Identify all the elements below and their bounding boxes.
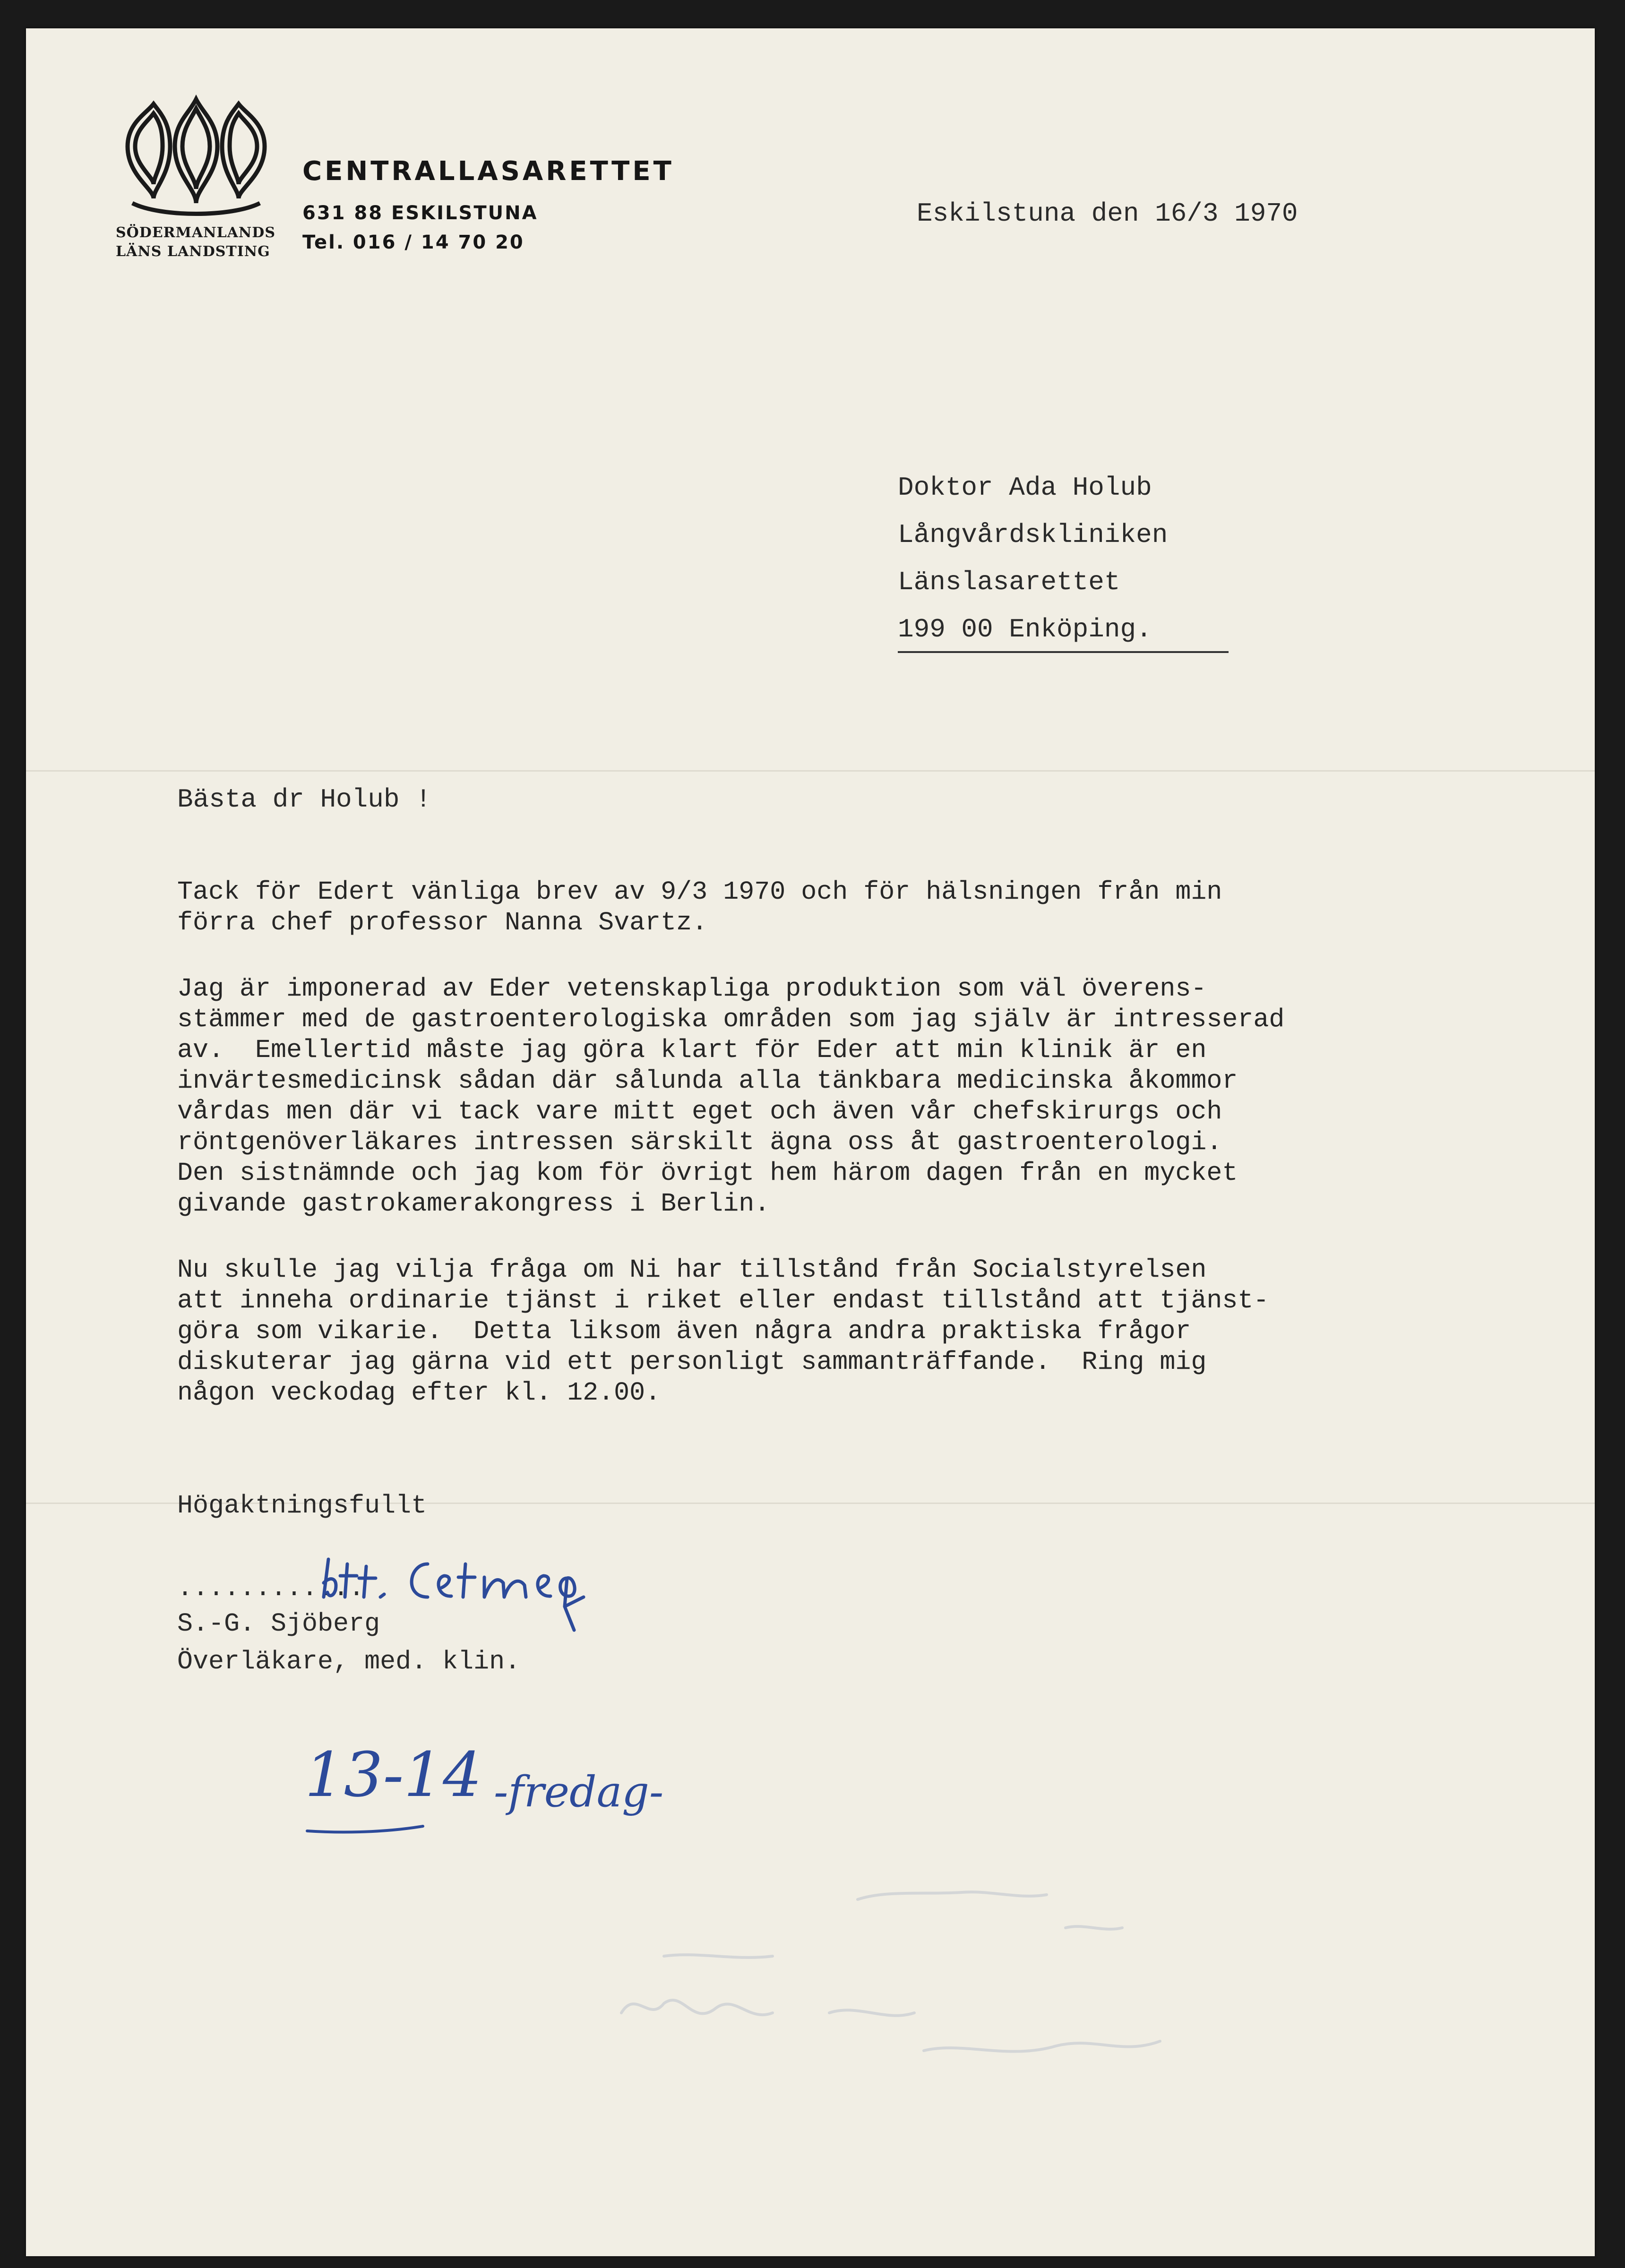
paper-fold xyxy=(26,770,1595,772)
signature-dots: ............ xyxy=(177,1573,365,1603)
recipient-line-4: 199 00 Enköping. xyxy=(898,614,1152,644)
salutation: Bästa dr Holub ! xyxy=(177,784,431,815)
paragraph-2-line: Den sistnämnde och jag kom för övrigt hem härom dagen från en mycket xyxy=(177,1158,1238,1188)
recipient-line-2: Långvårdskliniken xyxy=(898,520,1168,550)
paragraph-2-line: Jag är imponerad av Eder vetenskapliga produktion som väl överens- xyxy=(177,974,1207,1004)
paragraph-1-line: Tack för Edert vänliga brev av 9/3 1970 och för hälsningen från min xyxy=(177,877,1222,907)
paragraph-3-line: att inneha ordinarie tjänst i riket eller endast tillstånd att tjänst- xyxy=(177,1286,1269,1315)
paragraph-2-line: stämmer med de gastroenterologiska områden som jag själv är intresserad xyxy=(177,1005,1285,1034)
letter-date: Eskilstuna den 16/3 1970 xyxy=(917,198,1298,229)
signer-name: S.-G. Sjöberg xyxy=(177,1609,380,1639)
recipient-underline xyxy=(898,651,1229,653)
paragraph-2-line: givande gastrokamerakongress i Berlin. xyxy=(177,1189,770,1219)
organization-name: CENTRALLASARETTET xyxy=(302,156,674,187)
logo-caption-line2: LÄNS LANDSTING xyxy=(116,243,270,260)
handwritten-underline xyxy=(305,1819,428,1838)
closing: Högaktningsfullt xyxy=(177,1491,427,1521)
paragraph-3-line: diskuterar jag gärna vid ett personligt sammanträffande. Ring mig xyxy=(177,1347,1207,1377)
recipient-line-1: Doktor Ada Holub xyxy=(898,472,1152,503)
letter-page xyxy=(26,28,1595,2256)
show-through-marks xyxy=(593,1871,1302,2155)
recipient-line-3: Länslasarettet xyxy=(898,567,1120,597)
paragraph-1-line: förra chef professor Nanna Svartz. xyxy=(177,908,708,937)
organization-address: 631 88 ESKILSTUNA xyxy=(302,202,538,224)
signer-title: Överläkare, med. klin. xyxy=(177,1647,521,1676)
paragraph-3-line: Nu skulle jag vilja fråga om Ni har tillstånd från Socialstyrelsen xyxy=(177,1255,1207,1285)
handwritten-time: 13-14 xyxy=(305,1739,482,1811)
paragraph-2-line: vårdas men där vi tack vare mitt eget och även vår chefskirurgs och xyxy=(177,1097,1222,1126)
paragraph-2-line: av. Emellertid måste jag göra klart för Eder att min klinik är en xyxy=(177,1035,1207,1065)
paragraph-3-line: göra som vikarie. Detta liksom även några andra praktiska frågor xyxy=(177,1316,1191,1346)
organization-phone: Tel. 016 / 14 70 20 xyxy=(302,232,524,253)
logo-caption-line1: SÖDERMANLANDS xyxy=(116,224,275,241)
paragraph-2-line: invärtesmedicinsk sådan där sålunda alla tänkbara medicinska åkommor xyxy=(177,1066,1238,1096)
handwritten-day: -fredag- xyxy=(494,1767,664,1817)
paragraph-3-line: någon veckodag efter kl. 12.00. xyxy=(177,1378,661,1408)
paragraph-2-line: röntgenöverläkares intressen särskilt ägna oss åt gastroenterologi. xyxy=(177,1127,1222,1157)
